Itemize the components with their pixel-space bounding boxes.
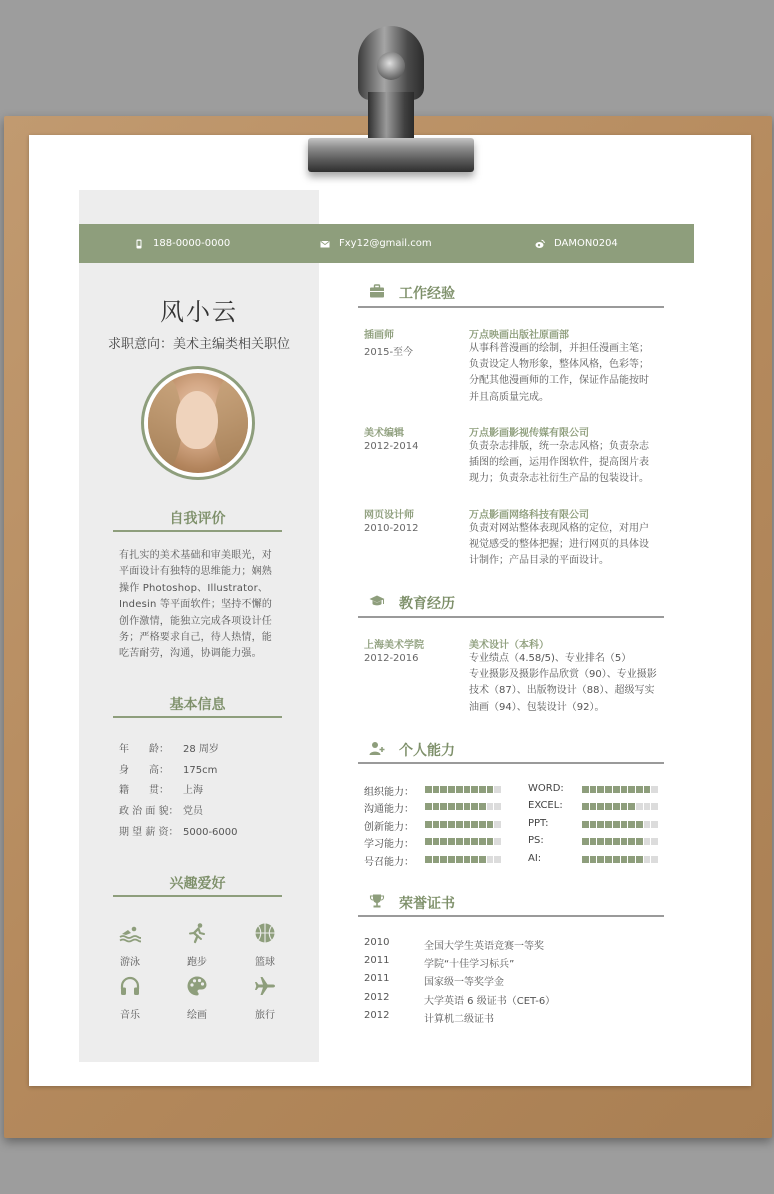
hobby-painting bbox=[177, 975, 217, 1021]
self-eval-line: 操作 Photoshop、Illustrator、 bbox=[119, 582, 269, 594]
school-name: 上海美术学院 bbox=[364, 640, 424, 651]
info-row bbox=[119, 802, 203, 817]
honor-name: 全国大学生英语竞赛一等奖 bbox=[424, 941, 544, 952]
binder-clip-neck bbox=[368, 92, 414, 144]
user-plus-icon bbox=[369, 740, 385, 756]
job-desc-line: 并且高质量完成。 bbox=[469, 391, 549, 403]
honor-year: 2011 bbox=[364, 973, 390, 984]
education-date: 2012-2016 bbox=[364, 653, 419, 664]
honor-name: 学院“十佳学习标兵” bbox=[424, 959, 515, 970]
self-eval-line: 创作激情，能独立完成各项设计任 bbox=[119, 615, 272, 627]
skill-level-bar bbox=[582, 786, 658, 793]
info-row bbox=[119, 823, 238, 838]
contact-phone bbox=[134, 224, 230, 263]
education-title: 教育经历 bbox=[399, 596, 455, 612]
weibo-id: DAMON0204 bbox=[554, 238, 618, 249]
self-eval-line: 吃苦耐劳，沟通，协调能力强。 bbox=[119, 648, 262, 660]
hobby-label: 游泳 bbox=[120, 957, 140, 968]
job-role: 插画师 bbox=[364, 330, 394, 341]
job-description bbox=[469, 341, 669, 406]
trophy-icon bbox=[369, 893, 385, 909]
hobby-label: 绘画 bbox=[187, 1010, 207, 1021]
skill-label: 组织能力： bbox=[364, 787, 414, 798]
info-row bbox=[119, 761, 217, 776]
job-company: 万点影画网络科技有限公司 bbox=[469, 510, 589, 521]
info-value: 28 周岁 bbox=[183, 744, 219, 755]
info-value: 5000-6000 bbox=[183, 827, 238, 838]
skill-level-bar bbox=[425, 838, 501, 845]
skill-label: 沟通能力： bbox=[364, 804, 414, 815]
job-role: 网页设计师 bbox=[364, 510, 414, 521]
skill-label: 号召能力： bbox=[364, 857, 414, 868]
hobbies-divider bbox=[113, 895, 282, 897]
skill-label: EXCEL: bbox=[528, 800, 563, 811]
skill-label: WORD: bbox=[528, 783, 564, 794]
phone-number: 188-0000-0000 bbox=[153, 238, 231, 249]
honor-name: 大学英语 6 级证书（CET-6） bbox=[424, 996, 556, 1007]
contact-weibo bbox=[535, 224, 618, 263]
job-desc-line: 负责杂志排版，统一杂志风格；负责杂志 bbox=[469, 441, 649, 452]
self-eval-title: 自我评价 bbox=[169, 511, 226, 527]
graduation-cap-icon bbox=[369, 593, 385, 609]
skill-level-bar bbox=[425, 786, 501, 793]
job-desc-line: 计制作；产品目录的平面设计。 bbox=[469, 555, 609, 567]
info-row bbox=[119, 781, 203, 796]
job-desc-line: 负责设定人物形象，整体风格，色彩等； bbox=[469, 359, 649, 371]
honor-year: 2012 bbox=[364, 992, 390, 1003]
email-address: Fxy12@gmail.com bbox=[339, 238, 432, 249]
skill-level-bar bbox=[425, 803, 501, 810]
hobby-label: 音乐 bbox=[120, 1010, 140, 1021]
skill-level-bar bbox=[582, 856, 658, 863]
contact-bar bbox=[79, 224, 694, 263]
work-title: 工作经验 bbox=[399, 286, 455, 302]
hobby-music bbox=[110, 975, 150, 1021]
honor-year: 2012 bbox=[364, 1010, 390, 1021]
honor-name: 计算机二级证书 bbox=[424, 1014, 494, 1025]
education-major: 美术设计（本科） bbox=[469, 640, 549, 651]
work-divider bbox=[358, 306, 664, 308]
skill-level-bar bbox=[582, 838, 658, 845]
phone-icon bbox=[134, 239, 144, 249]
avatar bbox=[141, 366, 255, 480]
self-eval-line: 有扎实的美术基础和审美眼光，对 bbox=[119, 550, 272, 561]
job-desc-line: 现力；负责杂志社衍生产品的包装设计。 bbox=[469, 473, 649, 485]
binder-clip-hole bbox=[377, 52, 405, 80]
education-desc-line: 专业摄影及摄影作品欣赏（90）、专业摄影 bbox=[469, 669, 657, 681]
mail-icon bbox=[320, 239, 330, 249]
skill-level-bar bbox=[425, 856, 501, 863]
info-value: 上海 bbox=[183, 785, 203, 796]
education-desc-line: 技术（87）、出版物设计（88）、超级写实 bbox=[469, 685, 655, 697]
job-description bbox=[469, 439, 669, 488]
skill-label: 学习能力： bbox=[364, 839, 414, 850]
hobby-travel bbox=[245, 975, 285, 1021]
info-key: 籍 贯： bbox=[119, 785, 169, 796]
honors-title: 荣誉证书 bbox=[399, 896, 455, 912]
hobby-basketball bbox=[245, 922, 285, 968]
honors-divider bbox=[358, 915, 664, 917]
basic-info-divider bbox=[113, 716, 282, 718]
self-eval-line: 平面设计有独特的思维能力；娴熟 bbox=[119, 566, 272, 578]
job-desc-line: 插图的绘画，运用作图软件，提高图片表 bbox=[469, 457, 649, 469]
self-eval-text bbox=[119, 548, 279, 663]
self-eval-line: Indesin 等平面软件；坚持不懈的 bbox=[119, 599, 273, 611]
airplane-icon bbox=[254, 975, 276, 997]
skill-level-bar bbox=[582, 803, 658, 810]
honor-year: 2011 bbox=[364, 955, 390, 966]
skills-title: 个人能力 bbox=[399, 743, 455, 759]
info-value: 175cm bbox=[183, 765, 218, 776]
binder-clip-bar bbox=[308, 138, 474, 172]
info-key: 年 龄： bbox=[119, 744, 169, 755]
info-key: 身 高： bbox=[119, 765, 169, 776]
skill-label: AI: bbox=[528, 853, 542, 864]
job-desc-line: 视觉感受的整体把握；进行网页的具体设 bbox=[469, 539, 649, 551]
education-divider bbox=[358, 616, 664, 618]
hobby-swimming bbox=[110, 922, 150, 968]
info-key: 期 望 薪 资： bbox=[119, 827, 179, 838]
skill-label: 创新能力： bbox=[364, 822, 414, 833]
self-eval-line: 务；严格要求自己，待人热情，能 bbox=[119, 632, 272, 644]
skill-label: PPT: bbox=[528, 818, 549, 829]
job-desc-line: 分配其他漫画师的工作，保证作品能按时 bbox=[469, 375, 649, 387]
hobby-label: 跑步 bbox=[187, 957, 207, 968]
self-eval-divider bbox=[113, 530, 282, 532]
hobby-label: 篮球 bbox=[255, 957, 275, 968]
headphones-icon bbox=[119, 975, 141, 997]
running-icon bbox=[186, 922, 208, 944]
job-company: 万点映画出版社原画部 bbox=[469, 330, 569, 341]
weibo-icon bbox=[535, 239, 545, 249]
job-date: 2012-2014 bbox=[364, 441, 419, 452]
basketball-icon bbox=[254, 922, 276, 944]
job-date: 2015-至今 bbox=[364, 347, 414, 358]
briefcase-icon bbox=[369, 283, 385, 299]
contact-email bbox=[320, 224, 432, 263]
info-value: 党员 bbox=[183, 806, 203, 817]
hobby-label: 旅行 bbox=[255, 1010, 275, 1021]
skill-label: PS: bbox=[528, 835, 544, 846]
job-description bbox=[469, 521, 669, 570]
skills-divider bbox=[358, 762, 664, 764]
job-role: 美术编辑 bbox=[364, 428, 404, 439]
basic-info-title: 基本信息 bbox=[169, 697, 226, 713]
info-row bbox=[119, 740, 219, 755]
honor-year: 2010 bbox=[364, 937, 390, 948]
palette-icon bbox=[186, 975, 208, 997]
job-desc-line: 负责对网站整体表现风格的定位，对用户 bbox=[469, 523, 649, 534]
info-key: 政 治 面 貌： bbox=[119, 806, 179, 817]
job-date: 2010-2012 bbox=[364, 523, 419, 534]
swimming-icon bbox=[119, 922, 141, 944]
education-desc-line: 油画（94）、包装设计（92）。 bbox=[469, 701, 605, 713]
avatar-photo bbox=[148, 373, 248, 473]
job-desc-line: 从事科普漫画的绘制，并担任漫画主笔； bbox=[469, 343, 649, 354]
hobbies-title: 兴趣爱好 bbox=[169, 876, 226, 892]
hobby-running bbox=[177, 922, 217, 968]
education-desc-line: 专业绩点（4.58/5)、专业排名（5） bbox=[469, 653, 632, 664]
skill-level-bar bbox=[425, 821, 501, 828]
education-description bbox=[469, 651, 669, 716]
skill-level-bar bbox=[582, 821, 658, 828]
job-intent: 求职意向：美术主编类相关职位 bbox=[107, 337, 290, 352]
candidate-name: 风小云 bbox=[160, 298, 238, 326]
job-company: 万点影画影视传媒有限公司 bbox=[469, 428, 589, 439]
honor-name: 国家级一等奖学金 bbox=[424, 977, 504, 988]
